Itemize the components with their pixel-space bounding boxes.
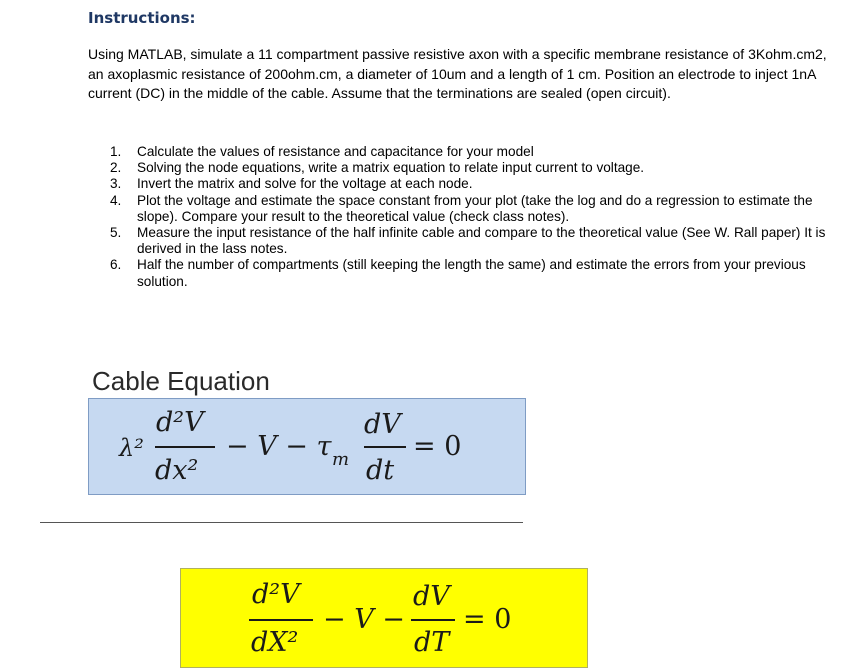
list-text: Calculate the values of resistance and capacitance for your model — [137, 144, 534, 159]
eq2-denominator-1: dX² — [251, 627, 299, 658]
list-item — [110, 176, 840, 192]
eq2-rhs: = 0 — [463, 604, 512, 635]
eq2-numerator-2: dV — [413, 581, 450, 612]
eq1-numerator-2: dV — [364, 409, 401, 440]
eq1-fraction-bar-1 — [155, 446, 215, 448]
list-number: 5. — [110, 225, 122, 241]
eq2-numerator-1: d²V — [252, 579, 300, 610]
dimensionless-equation-box — [180, 568, 588, 668]
list-text: Invert the matrix and solve for the voltage at each node. — [137, 176, 473, 192]
eq1-rhs: = 0 — [413, 431, 462, 462]
eq2-fraction-bar-2 — [411, 619, 455, 621]
cable-equation-title: Cable Equation — [92, 366, 270, 396]
instructions-heading: Instructions: — [88, 9, 196, 27]
list-text: Solving the node equations, write a matrix equation to relate input current to voltage. — [137, 160, 645, 176]
list-text: Measure the input resistance of the half infinite cable and compare to the theoretical value (See W. Rall paper) It is derived in the lass notes. — [137, 225, 826, 257]
list-number: 2. — [110, 160, 122, 176]
list-item — [110, 160, 840, 176]
eq1-denominator-2: dt — [366, 455, 395, 486]
steps-list — [110, 144, 840, 290]
eq1-numerator-1: d²V — [156, 407, 204, 438]
list-item — [110, 257, 840, 289]
list-number: 3. — [110, 176, 122, 192]
eq1-fraction-bar-2 — [364, 446, 406, 448]
list-item — [110, 193, 840, 225]
eq1-denominator-1: dx² — [155, 455, 199, 486]
list-text: Half the number of compartments (still keeping the length the same) and estimate the errors from your previous solution. — [137, 257, 806, 289]
list-number: 4. — [110, 192, 122, 208]
eq2-denominator-2: dT — [414, 627, 450, 658]
eq2-middle-terms: − V − — [323, 604, 405, 635]
list-number: 1. — [110, 144, 122, 159]
cable-equation-box — [88, 398, 526, 495]
list-item — [110, 144, 840, 160]
eq1-middle-terms: − V − τ — [226, 431, 332, 462]
list-item — [110, 225, 840, 257]
eq1-lambda: λ² — [119, 434, 144, 462]
instructions-paragraph: Using MATLAB, simulate a 11 compartment passive resistive axon with a specific membrane resistance of 3Kohm.cm2, an axoplasmic resistance of 200ohm.cm, a diameter of 10um and a length of 1 cm. Position an electrode to inject 1nA current (DC) in the middle of the cable. Assume that the terminations are sealed (open circuit). — [88, 46, 827, 101]
list-number: 6. — [110, 257, 122, 273]
list-text: Plot the voltage and estimate the space constant from your plot (take the log and do a regression to estimate the slope). Compare your result to the theoretical value (check class notes). — [137, 192, 813, 224]
divider-line — [40, 522, 523, 523]
eq2-fraction-bar-1 — [249, 619, 313, 621]
eq1-tau-subscript: m — [332, 449, 350, 470]
